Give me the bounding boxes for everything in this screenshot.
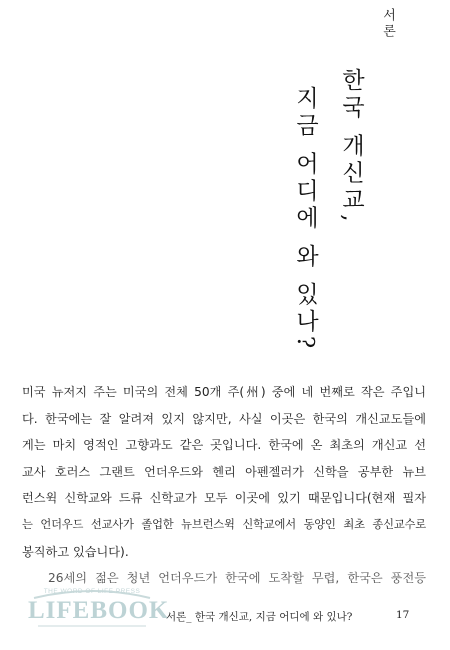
section-label: 서론 <box>380 8 395 40</box>
chapter-title-line-1: 한국 개신교, <box>338 68 364 226</box>
body-line: 미국 뉴저지 주는 미국의 전체 50개 주(州) 중에 네 번째로 작은 주입니 <box>22 385 426 399</box>
publisher-tagline: THE WORD OF LIFE PRESS <box>43 588 141 595</box>
publisher-logo <box>28 586 170 634</box>
chapter-title-line-2: 지금 어디에 와 있나? <box>292 86 318 353</box>
page-number: 17 <box>396 609 410 621</box>
body-paragraphs <box>22 379 426 592</box>
body-line: 26세의 젊은 청년 언더우드가 한국에 도착할 무렵, 한국은 풍전등 <box>48 571 426 586</box>
body-line: 게는 마치 영적인 고향과도 같은 곳입니다. 한국에 온 최초의 개신교 선 <box>22 438 426 453</box>
body-line: 교사 호러스 그랜트 언더우드와 헨리 아펜젤러가 신학을 공부한 뉴브 <box>22 464 426 479</box>
body-line: 다. 한국에는 잘 알려져 있지 않지만, 사실 이곳은 한국의 개신교도들에 <box>22 411 426 426</box>
body-line: 는 언더우드 선교사가 졸업한 뉴브런스윅 신학교에서 동양인 최초 종신교수로 <box>22 517 426 531</box>
body-line: 런스윅 신학교와 드류 신학교가 모두 이곳에 있기 때문입니다(현재 필자 <box>22 491 426 506</box>
body-line: 봉직하고 있습니다). <box>22 544 129 559</box>
running-footer: 서론_ 한국 개신교, 지금 어디에 와 있나? <box>166 611 353 623</box>
publisher-name: LIFEBOOK <box>28 597 170 624</box>
chapter-title <box>282 68 374 352</box>
